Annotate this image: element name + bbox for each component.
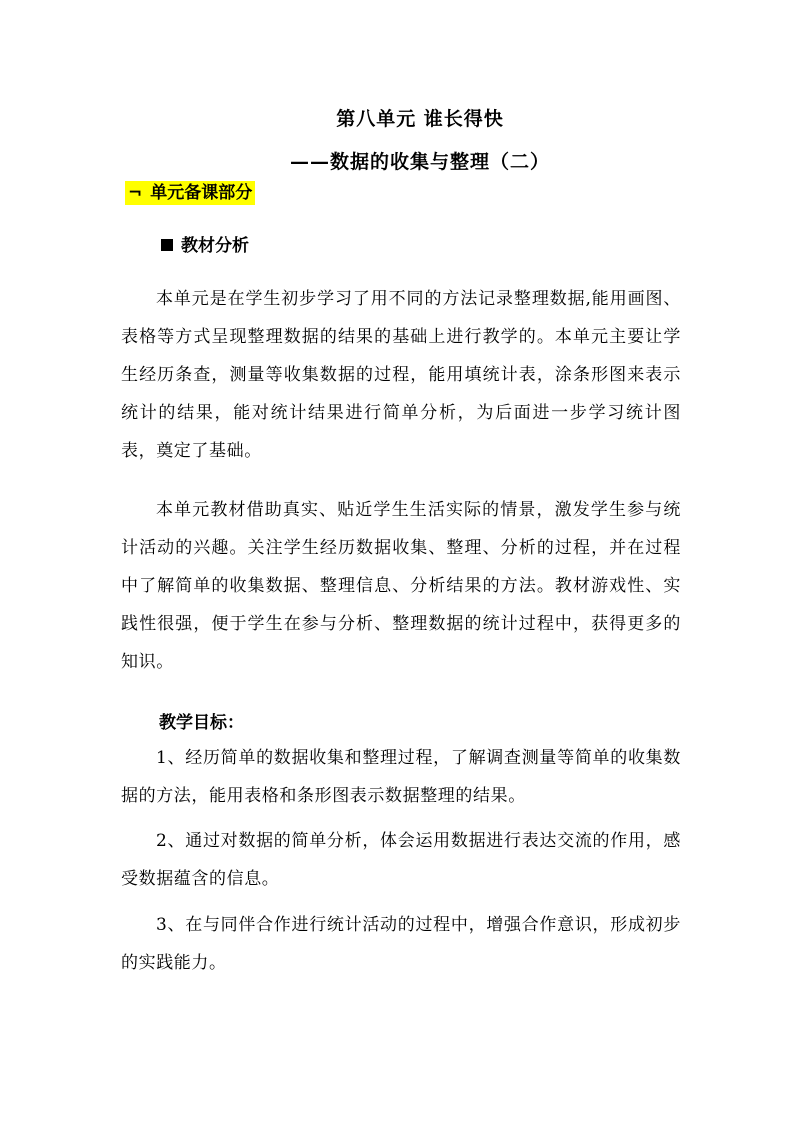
section-heading	[125, 180, 255, 205]
document-subtitle: ——数据的收集与整理（二）	[289, 151, 550, 173]
goal-item-1: 1、经历简单的数据收集和整理过程，了解调查测量等简单的收集数据的方法，能用表格和条形图表示数据整理的结果。	[121, 748, 681, 806]
section-heading-highlight	[125, 181, 255, 205]
analysis-paragraph-2: 本单元教材借助真实、贴近学生生活实际的情景，激发学生参与统计活动的兴趣。关注学生经历数据收集、整理、分析的过程，并在过程中了解简单的收集数据、整理信息、分析结果的方法。教材游戏性、实践性很强，便于学生在参与分析、整理数据的统计过程中，获得更多的知识。	[121, 500, 681, 672]
subsection-heading	[161, 231, 249, 256]
subsection-heading-label: 教材分析	[181, 236, 249, 256]
analysis-paragraph-1: 本单元是在学生初步学习了用不同的方法记录整理数据,能用画图、表格等方式呈现整理数据的结果的基础上进行教学的。本单元主要让学生经历条查，测量等收集数据的过程，能用填统计表，涂条形图来表示统计的结果，能对统计结果进行简单分析，为后面进一步学习统计图表，奠定了基础。	[121, 289, 681, 461]
section-marker: ¬	[128, 182, 143, 203]
goal-item-3: 3、在与同伴合作进行统计活动的过程中，增强合作意识，形成初步的实践能力。	[121, 915, 681, 973]
black-square-bullet-icon	[161, 239, 173, 251]
goal-item-2: 2、通过对数据的简单分析，体会运用数据进行表达交流的作用，感受数据蕴含的信息。	[121, 831, 681, 889]
goals-heading: 教学目标：	[159, 713, 244, 733]
document-title: 第八单元 谁长得快	[336, 108, 504, 130]
section-heading-label: 单元备课部分	[150, 182, 253, 203]
